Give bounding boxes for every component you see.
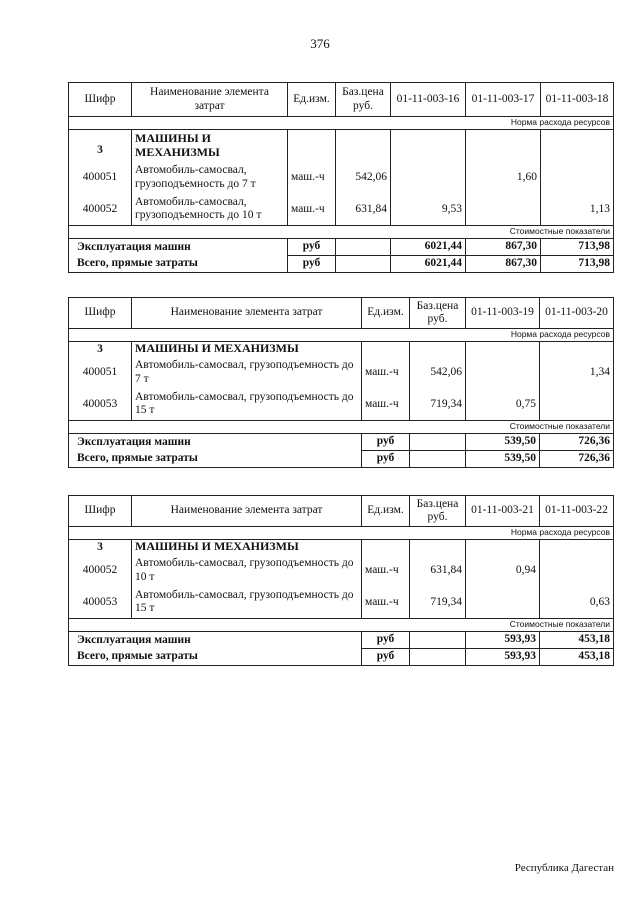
header-code: Шифр (69, 496, 132, 527)
row-code: 400051 (69, 357, 132, 389)
total-value: 453,18 (540, 632, 614, 649)
table-row (69, 389, 614, 421)
row-value: 1,13 (541, 194, 614, 226)
header-price: Баз.цена руб. (410, 298, 466, 329)
row-code: 400052 (69, 555, 132, 587)
header-price: Баз.цена руб. (410, 496, 466, 527)
row-price: 719,34 (410, 389, 466, 421)
total-name: Всего, прямые затраты (69, 649, 362, 666)
header-price: Баз.цена руб. (336, 83, 391, 117)
row-value (541, 162, 614, 194)
header-unit: Ед.изм. (362, 298, 410, 329)
total-row (69, 632, 614, 649)
row-value: 0,94 (466, 555, 540, 587)
row-price: 542,06 (410, 357, 466, 389)
cost-label: Стоимостные показатели (69, 619, 614, 632)
row-value (466, 587, 540, 619)
total-unit: руб (362, 632, 410, 649)
cost-label: Стоимостные показатели (69, 226, 614, 239)
row-price: 631,84 (410, 555, 466, 587)
row-name: Автомобиль-самосвал, грузоподъемность до 10 т (132, 555, 362, 587)
section-title: МАШИНЫ И МЕХАНИЗМЫ (132, 342, 362, 357)
header-name: Наименование элемента затрат (132, 298, 362, 329)
norm-label: Норма расхода ресурсов (69, 527, 614, 540)
total-unit: руб (362, 649, 410, 666)
row-unit: маш.-ч (362, 587, 410, 619)
section-code: 3 (69, 342, 132, 357)
header-code: Шифр (69, 83, 132, 117)
row-value (466, 357, 540, 389)
row-value: 1,60 (466, 162, 541, 194)
total-row (69, 256, 614, 273)
total-name: Всего, прямые затраты (69, 256, 288, 273)
table-row (69, 587, 614, 619)
total-value: 6021,44 (391, 239, 466, 256)
row-unit: маш.-ч (288, 162, 336, 194)
total-value: 453,18 (540, 649, 614, 666)
total-name: Эксплуатация машин (69, 434, 362, 451)
total-name: Эксплуатация машин (69, 632, 362, 649)
row-value: 9,53 (391, 194, 466, 226)
table-row (69, 162, 614, 194)
row-price: 631,84 (336, 194, 391, 226)
total-value: 593,93 (466, 632, 540, 649)
page-number: 376 (310, 36, 330, 51)
row-value (540, 389, 614, 421)
table-row (69, 194, 614, 226)
row-code: 400053 (69, 587, 132, 619)
row-code: 400052 (69, 194, 132, 226)
row-unit: маш.-ч (362, 389, 410, 421)
section-title: МАШИНЫ И МЕХАНИЗМЫ (132, 540, 362, 555)
total-value: 539,50 (466, 451, 540, 468)
total-unit: руб (362, 451, 410, 468)
row-value: 1,34 (540, 357, 614, 389)
cost-table-3 (68, 495, 614, 666)
header-name: Наименование элемента затрат (132, 496, 362, 527)
header-col: 01-11-003-17 (466, 83, 541, 117)
total-value: 593,93 (466, 649, 540, 666)
row-value (391, 162, 466, 194)
header-unit: Ед.изм. (362, 496, 410, 527)
total-unit: руб (288, 239, 336, 256)
header-col: 01-11-003-22 (540, 496, 614, 527)
row-name: Автомобиль-самосвал, грузоподъемность до 15 т (132, 587, 362, 619)
row-price: 542,06 (336, 162, 391, 194)
row-name: Автомобиль-самосвал, грузоподъемность до 10 т (132, 194, 288, 226)
norm-label: Норма расхода ресурсов (69, 117, 614, 130)
cost-table-2 (68, 297, 614, 468)
total-value: 539,50 (466, 434, 540, 451)
table-row (69, 555, 614, 587)
total-value: 6021,44 (391, 256, 466, 273)
total-value: 867,30 (466, 239, 541, 256)
total-value: 713,98 (541, 256, 614, 273)
row-code: 400053 (69, 389, 132, 421)
row-unit: маш.-ч (288, 194, 336, 226)
norm-label: Норма расхода ресурсов (69, 329, 614, 342)
total-row (69, 239, 614, 256)
total-name: Всего, прямые затраты (69, 451, 362, 468)
section-code: 3 (69, 540, 132, 555)
total-value: 867,30 (466, 256, 541, 273)
row-name: Автомобиль-самосвал, грузоподъемность до 15 т (132, 389, 362, 421)
total-unit: руб (288, 256, 336, 273)
section-code: 3 (69, 130, 132, 162)
row-name: Автомобиль-самосвал, грузоподъемность до 7 т (132, 357, 362, 389)
row-value: 0,75 (466, 389, 540, 421)
table-row (69, 357, 614, 389)
total-row (69, 451, 614, 468)
total-name: Эксплуатация машин (69, 239, 288, 256)
total-row (69, 649, 614, 666)
row-code: 400051 (69, 162, 132, 194)
row-name: Автомобиль-самосвал, грузоподъемность до 7 т (132, 162, 288, 194)
header-col: 01-11-003-20 (540, 298, 614, 329)
footer-text: Республика Дагестан (514, 862, 614, 874)
total-value: 713,98 (541, 239, 614, 256)
row-unit: маш.-ч (362, 357, 410, 389)
row-value (540, 555, 614, 587)
row-unit: маш.-ч (362, 555, 410, 587)
cost-label: Стоимостные показатели (69, 421, 614, 434)
header-col: 01-11-003-21 (466, 496, 540, 527)
total-value: 726,36 (540, 451, 614, 468)
header-col: 01-11-003-16 (391, 83, 466, 117)
row-price: 719,34 (410, 587, 466, 619)
header-code: Шифр (69, 298, 132, 329)
cost-table-1 (68, 82, 614, 273)
row-value: 0,63 (540, 587, 614, 619)
row-value (466, 194, 541, 226)
total-row (69, 434, 614, 451)
total-unit: руб (362, 434, 410, 451)
header-name: Наименование элемента затрат (132, 83, 288, 117)
header-col: 01-11-003-19 (466, 298, 540, 329)
header-col: 01-11-003-18 (541, 83, 614, 117)
header-unit: Ед.изм. (288, 83, 336, 117)
section-title: МАШИНЫ И МЕХАНИЗМЫ (132, 130, 288, 162)
total-value: 726,36 (540, 434, 614, 451)
